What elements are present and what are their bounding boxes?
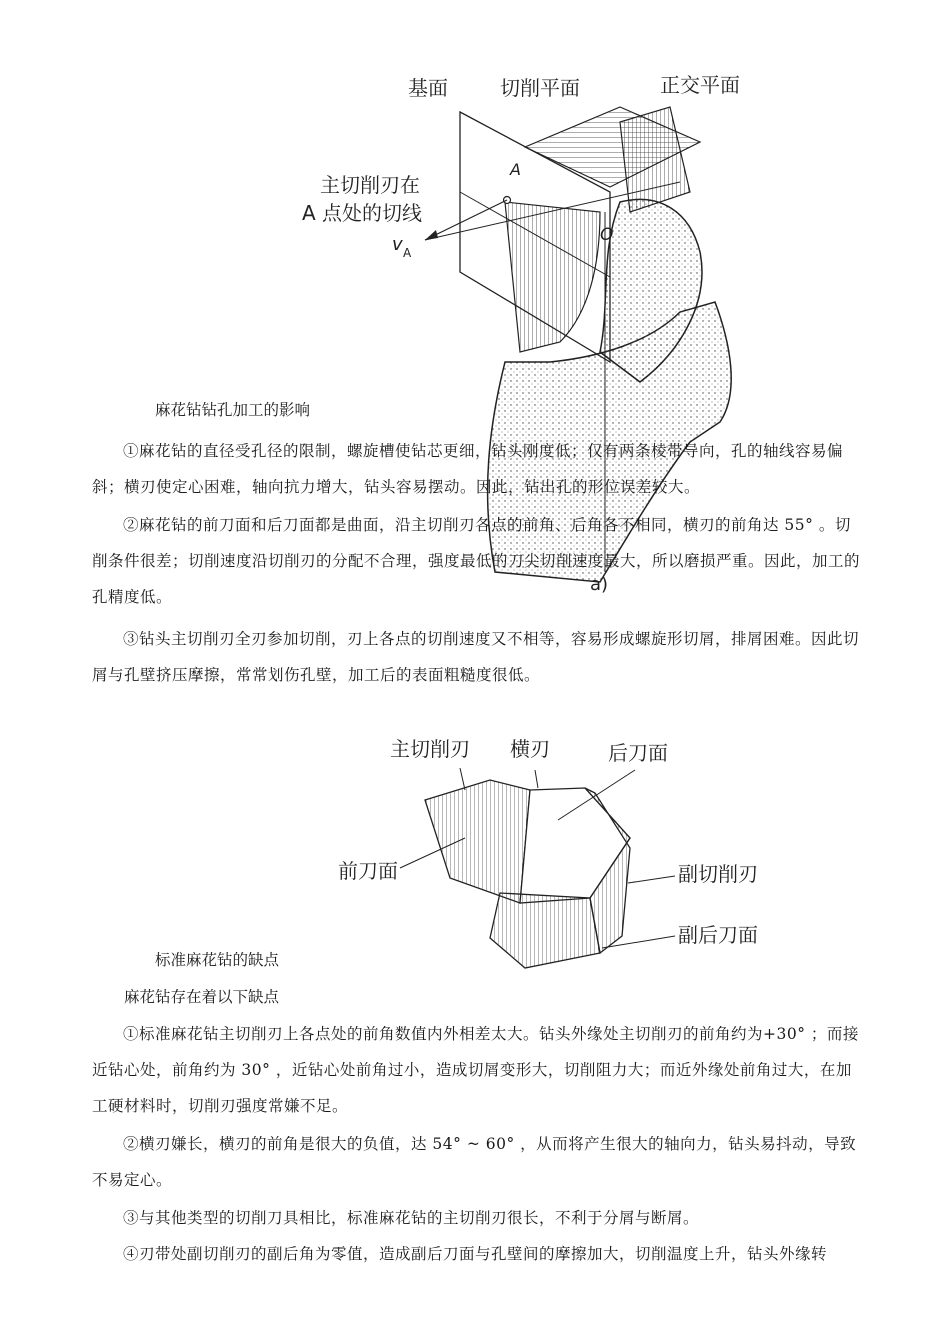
section1-caption: 麻花钻钻孔加工的影响: [155, 401, 311, 419]
section2-paragraph-3: ③与其他类型的切削刀具相比，标准麻花钻的主切削刃很长，不利于分屑与断屑。: [123, 1209, 700, 1227]
section1-paragraph-1: ①麻花钻的直径受孔径的限制，螺旋槽使钻芯更细，钻头刚度低；仅有两条棱带导向，孔的轴线容易偏斜；横刃使定心困难，轴向抗力增大，钻头容易摆动。因此，钻出孔的形位误差较大。: [92, 442, 844, 496]
section1-paragraph-2: ②麻花钻的前刀面和后刀面都是曲面，沿主切削刃各点的前角、后角各不相同，横刃的前角达 55° 。切削条件很差；切削速度沿切削刃的分配不合理，强度最低的刀尖切削速度最大，所以磨损严重。因此，加工的孔精度低。: [92, 516, 861, 606]
point-o-label: O: [600, 225, 614, 245]
chisel-edge-label: 横刃: [510, 737, 550, 761]
point-a-label: A: [510, 160, 521, 179]
tangent-line-label-2: A 点处的切线: [302, 201, 423, 225]
minor-edge-label: 副切削刃: [678, 862, 758, 886]
section2-paragraph-1: ①标准麻花钻主切削刃上各点处的前角数值内外相差太大。钻头外缘处主切削刃的前角约为+30° ；而接近钻心处，前角约为 30° ，近钻心处前角过小，造成切屑变形大，切削阻力大；而近外缘处前角过大，在加工硬材料时，切削刃强度常嫌不足。: [92, 1025, 859, 1115]
section2-intro: 麻花钻存在着以下缺点: [124, 988, 280, 1006]
rake-face-label: 前刀面: [338, 859, 398, 883]
cutting-plane-label: 切削平面: [500, 76, 580, 100]
minor-flank-label: 副后刀面: [678, 923, 758, 947]
base-plane-label: 基面: [408, 76, 448, 100]
section2-paragraph-2: ②横刃嫌长，横刃的前角是很大的负值，达 54° ~ 60° ，从而将产生很大的轴向力，钻头易抖动，导致不易定心。: [92, 1135, 857, 1189]
section1-paragraph-3: ③钻头主切削刃全刃参加切削，刃上各点的切削速度又不相等，容易形成螺旋形切屑，排屑困难。因此切屑与孔壁挤压摩擦，常常划伤孔壁，加工后的表面粗糙度很低。: [92, 630, 860, 684]
figure-drill-point: [330, 728, 780, 978]
section2-paragraph-4: ④刃带处副切削刃的副后角为零值，造成副后刀面与孔壁间的摩擦加大，切削温度上升，钻头外缘转: [123, 1245, 828, 1263]
figure-sublabel: a): [590, 574, 609, 595]
main-edge-label: 主切削刃: [390, 737, 470, 761]
velocity-label: v: [392, 234, 403, 255]
orthogonal-plane-label: 正交平面: [660, 73, 740, 97]
velocity-subscript: A: [403, 246, 412, 260]
tangent-line-label-1: 主切削刃在: [320, 173, 420, 197]
section2-caption: 标准麻花钻的缺点: [155, 951, 280, 969]
flank-label: 后刀面: [608, 741, 668, 765]
